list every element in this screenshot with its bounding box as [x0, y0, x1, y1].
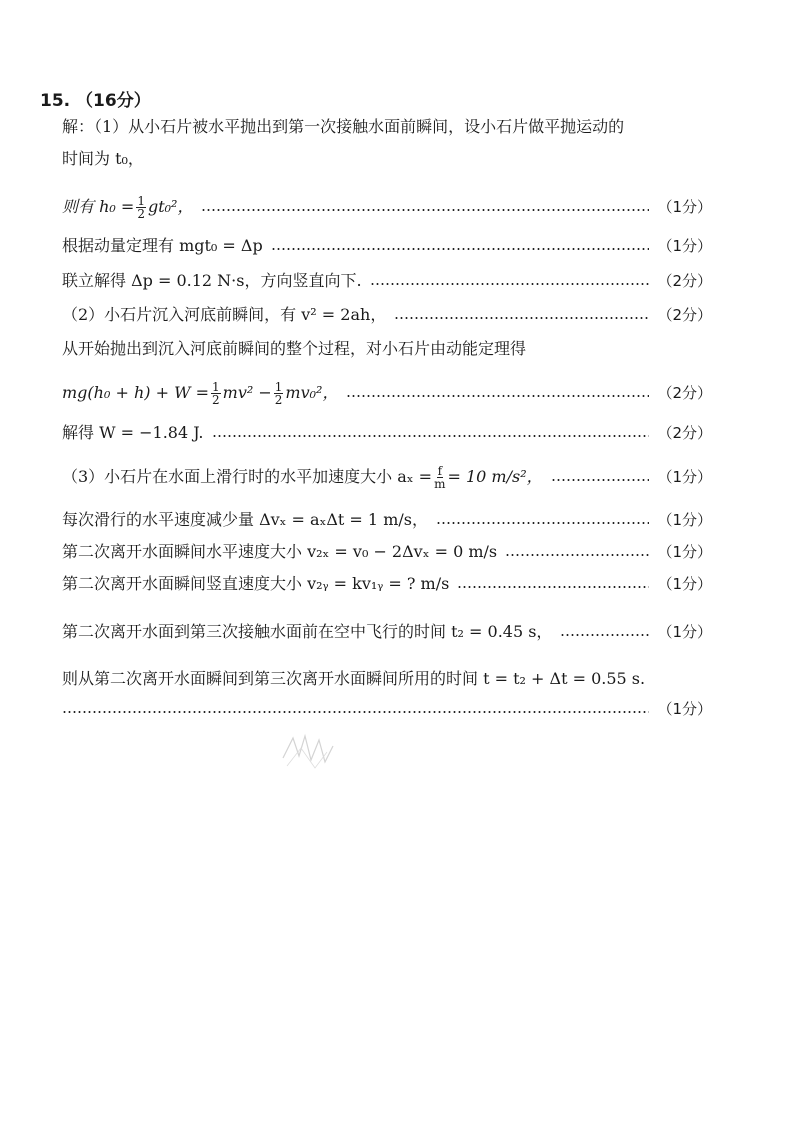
points-label: （1分） [657, 575, 712, 593]
fraction-one-half: $\frac{1}{2}$ [274, 379, 283, 407]
solution-line-15 [62, 666, 712, 692]
dot-leader [271, 248, 650, 250]
line-text: 则从第二次离开水面瞬间到第三次离开水面瞬间所用的时间 t = t₂ + Δt = 0.55 s. [62, 669, 646, 688]
dot-leader [346, 395, 649, 397]
line-text: 解得 W = −1.84 J. [62, 423, 204, 442]
points-label: （1分） [657, 700, 712, 718]
points-label: （1分） [657, 623, 712, 641]
points-label: （2分） [657, 424, 712, 442]
points-label: （1分） [657, 237, 712, 255]
points-label: （2分） [657, 272, 712, 290]
line-text-tail: mv² − [222, 383, 272, 402]
dot-leader [560, 634, 649, 636]
dot-leader [394, 317, 649, 319]
line-text-tail: = 10 m/s²， [447, 467, 543, 486]
line-text: （2）小石片沉入河底前瞬间，有 v² = 2ah， [62, 305, 387, 324]
dot-leader [62, 711, 649, 713]
solution-line-9 [62, 420, 712, 446]
fraction-one-half: $\frac{1}{2}$ [137, 193, 145, 221]
solution-line-4 [62, 233, 712, 259]
points-label: （1分） [657, 511, 712, 529]
line-text: 解：（1）从小石片被水平抛出到第一次接触水面前瞬间，设小石片做平抛运动的 [62, 117, 625, 136]
solution-line-7 [62, 336, 712, 362]
line-text: 第二次离开水面瞬间竖直速度大小 v₂ᵧ = kv₁ᵧ = ? m/s [62, 574, 450, 593]
points-label: （2分） [657, 306, 712, 324]
line-text: 时间为 t₀， [62, 149, 144, 168]
line-text: mg(h₀ + h) + W = [62, 383, 210, 402]
points-label: （2分） [657, 384, 712, 402]
solution-line-11 [62, 507, 712, 533]
fraction-one-half: $\frac{1}{2}$ [212, 379, 220, 407]
dot-leader [436, 522, 649, 524]
line-text: 根据动量定理有 mgt₀ = Δp [62, 236, 263, 255]
solution-line-10 [62, 460, 712, 494]
line-text-tail: mv₀²， [285, 383, 339, 402]
line-text: 第二次离开水面到第三次接触水面前在空中飞行的时间 t₂ = 0.45 s， [62, 622, 553, 641]
solution-line-5 [62, 268, 712, 294]
dot-leader [505, 554, 649, 556]
dot-leader [370, 283, 650, 285]
dot-leader [457, 586, 649, 588]
solution-line-16 [62, 696, 712, 722]
solution-line-12 [62, 539, 712, 565]
dot-leader [551, 479, 650, 481]
solution-line-1 [62, 114, 712, 140]
fraction-f-over-m: $\frac{f}{m}$ [434, 463, 446, 491]
solution-line-3 [62, 190, 712, 224]
solution-line-14 [62, 619, 712, 645]
dot-leader [201, 209, 649, 211]
dot-leader [212, 435, 650, 437]
solution-line-6 [62, 302, 712, 328]
line-text: 则有 h₀ = [62, 197, 135, 216]
points-label: （1分） [657, 468, 712, 486]
solution-line-8 [62, 376, 712, 410]
line-text: 第二次离开水面瞬间水平速度大小 v₂ₓ = v₀ − 2Δvₓ = 0 m/s [62, 542, 498, 561]
line-text: 从开始抛出到沉入河底前瞬间的整个过程，对小石片由动能定理得 [62, 339, 527, 358]
scan-smudge-mark [275, 728, 345, 774]
line-text: 联立解得 Δp = 0.12 N·s，方向竖直向下. [62, 271, 362, 290]
solution-line-13 [62, 571, 712, 597]
points-label: （1分） [657, 543, 712, 561]
question-number-heading: 15. （16分） [40, 91, 151, 111]
line-text: 每次滑行的水平速度减少量 Δvₓ = aₓΔt = 1 m/s， [62, 510, 428, 529]
line-text-tail: gt₀²， [147, 197, 194, 216]
solution-line-2 [62, 146, 712, 172]
line-text: （3）小石片在水面上滑行时的水平加速度大小 aₓ = [62, 467, 433, 486]
points-label: （1分） [657, 198, 712, 216]
